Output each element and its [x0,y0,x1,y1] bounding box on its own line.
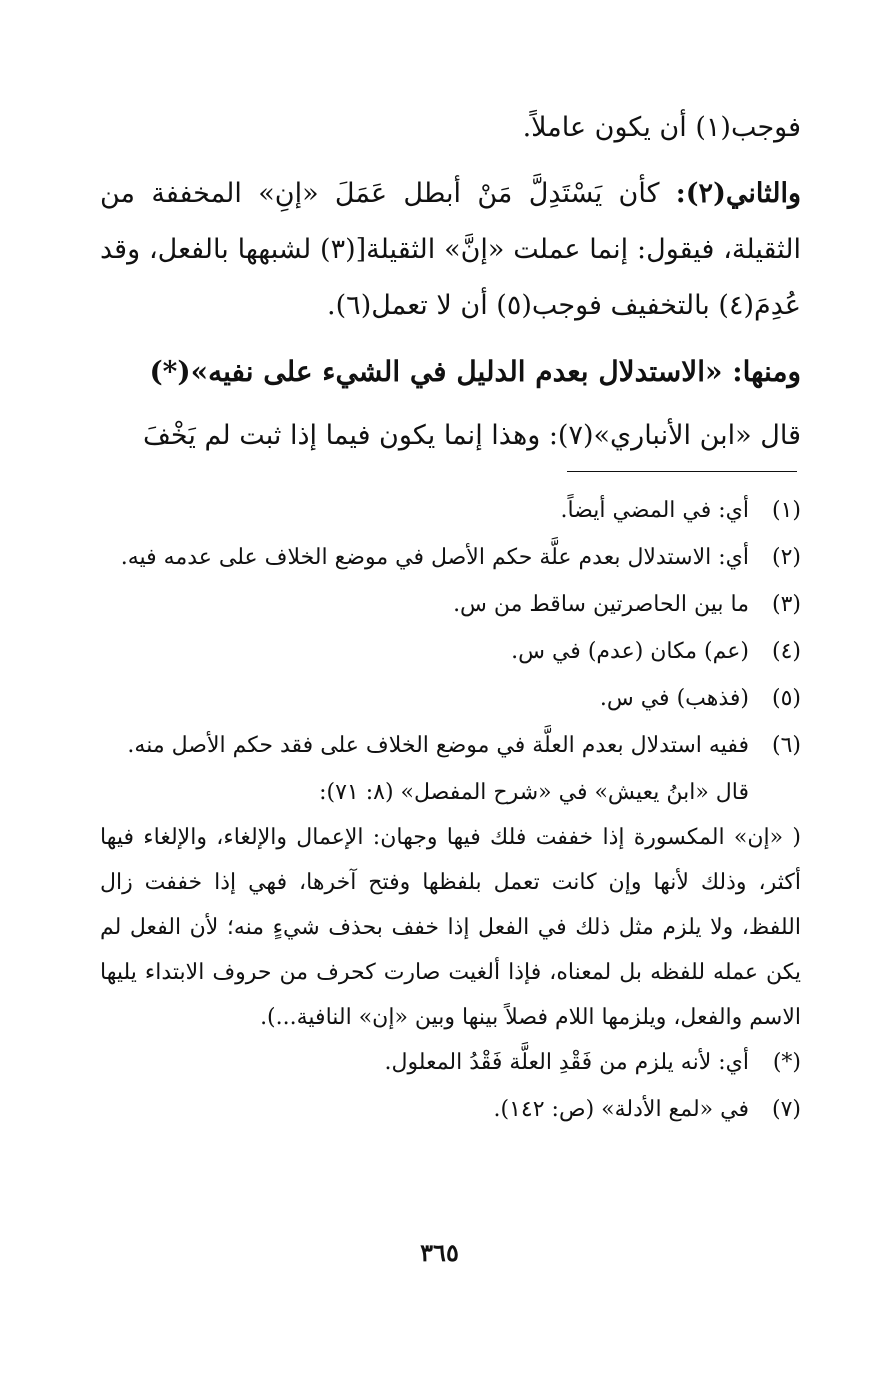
footnote-number: (٢) [771,545,801,570]
footnote-text: (فذهب) في س. [599,686,749,711]
footnote-text: أي: لأنه يلزم من فَقْدِ العلَّة فَقْدُ المعلول. [384,1050,749,1075]
footnote-number: (٤) [771,639,801,664]
footnote-number: (٧) [771,1097,801,1122]
footnote-divider [567,471,797,472]
paragraph-2 [100,166,801,334]
footnote-text: في «لمع الأدلة» (ص: ١٤٢). [493,1097,749,1122]
footnote-text: أي: في المضي أيضاً. [560,498,749,523]
footnote-5 [100,676,801,721]
footnote-6 [100,723,801,768]
main-text [100,100,801,464]
paragraph-3: قال «ابن الأنباري»(٧): وهذا إنما يكون فيما إذا ثبت لم يَخْفَ [142,420,801,451]
footnote-6-citation: قال «ابنُ يعيش» في «شرح المفصل» (٨: ٧١): [319,780,749,805]
footnote-6-quote: ( «إن» المكسورة إذا خففت فلك فيها وجهان: الإعمال والإلغاء، والإلغاء فيها أكثر، وذلك لأنها وإن كانت تعمل بلفظها وفتح آخرها، فهي إذا خففت زال اللفظ، ولا يلزم مثل ذلك في الفعل إذا خفف بحذف شيءٍ منه؛ لأن الفعل لم يكن عمله للفظه بل لمعناه، فإذا ألغيت صارت كحرف من حروف الابتداء يليها الاسم والفعل، ويلزمها اللام فصلاً بينها وبين «إن» النافية...). [100,825,801,1030]
footnote-2 [100,535,801,580]
footnote-number: (٥) [771,686,801,711]
paragraph-2-lead: والثاني(٢): [675,178,801,209]
footnote-number: (٦) [771,733,801,758]
footnote-1 [100,488,801,533]
footnote-star [100,1040,801,1085]
paragraph-2-body: كأن يَسْتَدِلَّ مَنْ أبطل عَمَلَ «إنِ» المخففة من الثقيلة، فيقول: إنما عملت «إنَّ» الثقيلة[(٣) لشبهها بالفعل، وقد عُدِمَ(٤) بالتخفيف فوجب(٥) أن لا تعمل(٦). [100,178,801,321]
footnote-number: (١) [771,498,801,523]
section-heading: ومنها: «الاستدلال بعدم الدليل في الشيء على نفيه»(*) [149,355,801,388]
footnote-text: (عم) مكان (عدم) في س. [511,639,749,664]
footnote-text: ففيه استدلال بعدم العلَّة في موضع الخلاف على فقد حكم الأصل منه. [127,733,749,758]
footnote-4 [100,629,801,674]
footnote-number: (٣) [771,592,801,617]
footnote-text: ما بين الحاصرتين ساقط من س. [453,592,749,617]
footnote-number: (*) [772,1050,801,1075]
paragraph-1: فوجب(١) أن يكون عاملاً. [522,112,801,143]
footnote-3 [100,582,801,627]
footnotes [100,488,801,1134]
footnote-7 [100,1087,801,1132]
footnote-text: أي: الاستدلال بعدم علَّة حكم الأصل في موضع الخلاف على عدمه فيه. [120,545,749,570]
page-number: ٣٦٥ [420,1238,459,1267]
